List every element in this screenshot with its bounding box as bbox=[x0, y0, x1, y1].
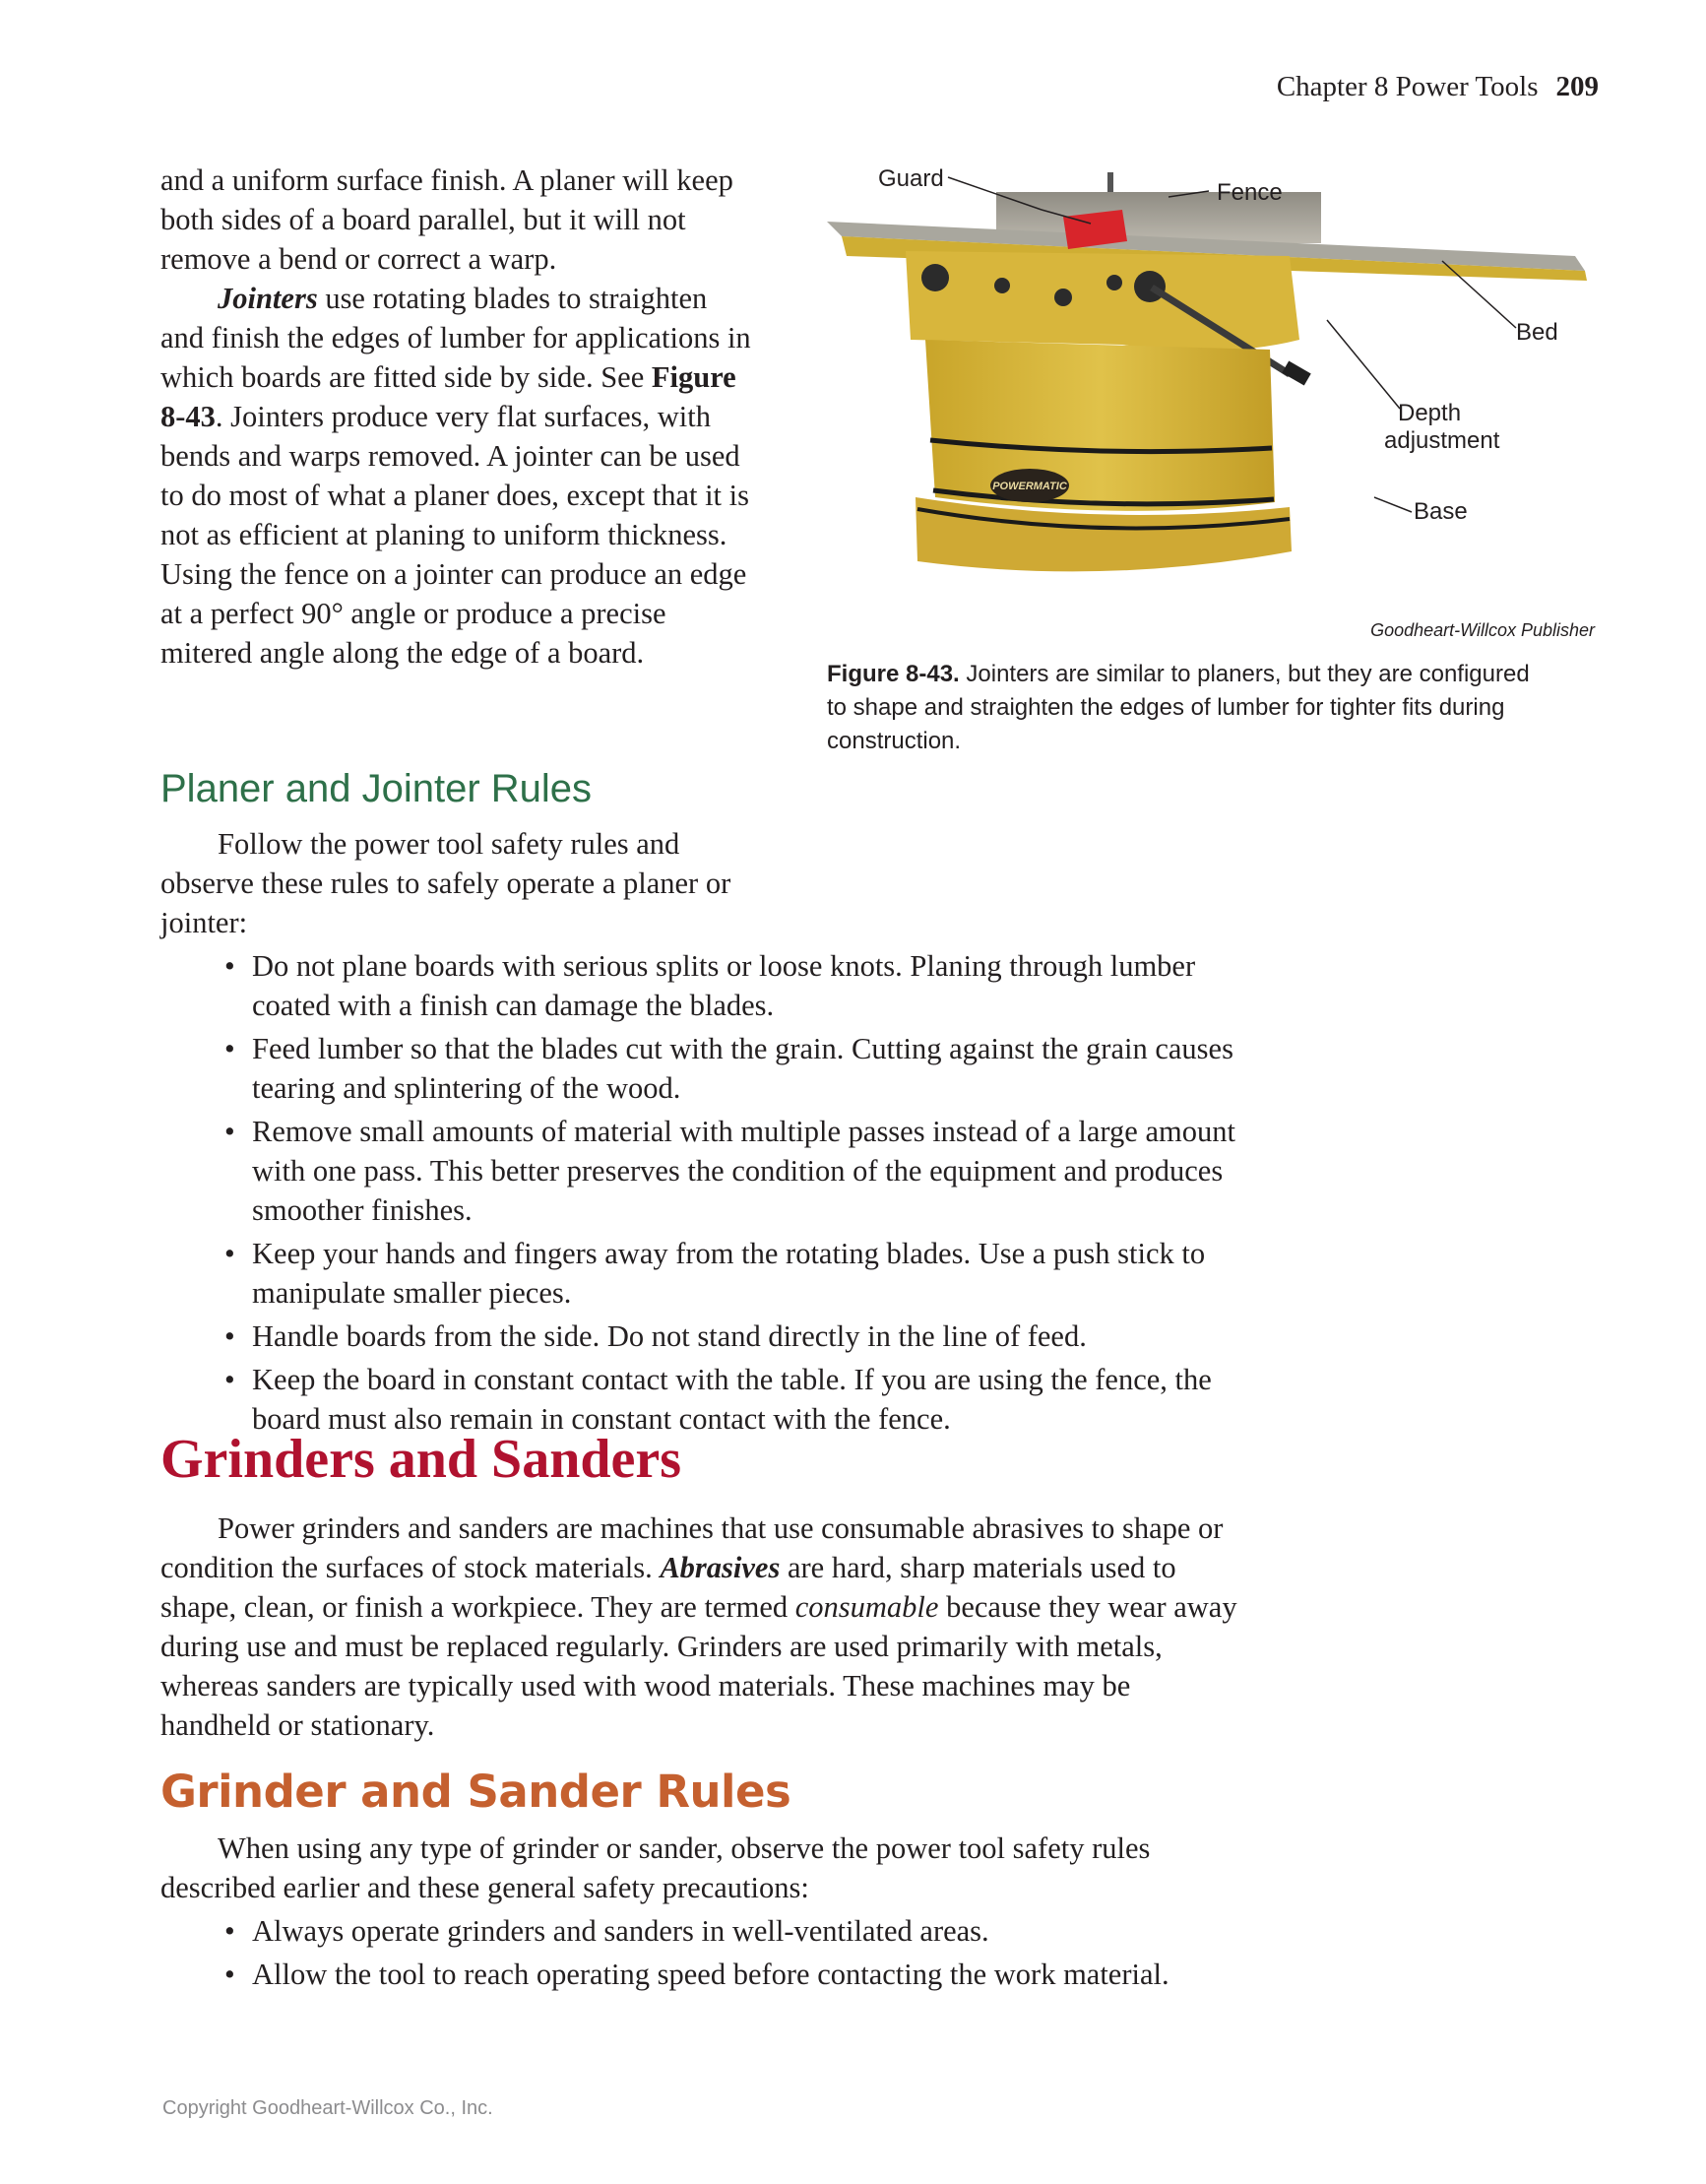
planer-rules-intro: Follow the power tool safety rules and observe these rules to safely operate a planer or jointer: bbox=[160, 827, 731, 939]
callout-base: Base bbox=[1414, 498, 1468, 525]
list-item: • Remove small amounts of material with multiple passes instead of a large amount with one pass. This better preserves the condition of the equipment and produces smoother finishes. bbox=[160, 1112, 1243, 1230]
bullet-icon: • bbox=[224, 1032, 235, 1065]
section-grinders bbox=[160, 1509, 1243, 1745]
bullet-icon: • bbox=[224, 1115, 235, 1148]
list-item: • Feed lumber so that the blades cut with the grain. Cutting against the grain causes tearing and splintering of the wood. bbox=[160, 1029, 1243, 1108]
figure-caption-text: Jointers are similar to planers, but they are configured to shape and straighten the edges of lumber for tighter fits during construction. bbox=[827, 661, 1530, 754]
bullet-icon: • bbox=[224, 949, 235, 983]
paragraph-planer-continued: and a uniform surface finish. A planer will keep both sides of a board parallel, but it will not remove a bend or correct a warp. bbox=[160, 163, 733, 276]
paragraph-jointers: Jointers use rotating blades to straighten and finish the edges of lumber for applications in which boards are fitted side by side. See Figure 8-43. Jointers produce very flat surfaces, with bends and warps removed. A jointer can be used to do most of what a planer does, except that it is not as efficient at planing to uniform thickness. Using the fence on a jointer can produce an edge at a perfect 90° angle or produce a precise mitered angle along the edge of a board. bbox=[160, 282, 751, 670]
bullet-icon: • bbox=[224, 1237, 235, 1270]
callout-guard: Guard bbox=[878, 165, 944, 192]
knob bbox=[1106, 275, 1122, 290]
heading-grinder-sander-rules: Grinder and Sander Rules bbox=[160, 1766, 791, 1818]
section-planer-rules bbox=[160, 824, 1243, 1439]
planer-rules-list bbox=[160, 946, 1243, 1439]
bullet-icon: • bbox=[224, 1958, 235, 1991]
callout-depth-line2: adjustment bbox=[1384, 427, 1500, 454]
term-abrasives: Abrasives bbox=[660, 1551, 781, 1584]
fence-knob bbox=[1107, 172, 1113, 192]
knob bbox=[1054, 289, 1072, 306]
list-item: • Always operate grinders and sanders in well-ventilated areas. bbox=[160, 1911, 1243, 1951]
figure-caption-label: Figure 8-43. bbox=[827, 661, 960, 687]
list-item: • Handle boards from the side. Do not stand directly in the line of feed. bbox=[160, 1317, 1243, 1356]
depth-adjustment-wheel bbox=[1134, 271, 1166, 302]
list-item: • Do not plane boards with serious splits or loose knots. Planing through lumber coated with a finish can damage the blades. bbox=[160, 946, 1243, 1025]
knob-left bbox=[921, 264, 949, 291]
jointer-photo bbox=[827, 162, 1595, 615]
bullet-icon: • bbox=[224, 1363, 235, 1396]
callout-line-base bbox=[1374, 497, 1412, 512]
callout-depth-line1: Depth bbox=[1398, 400, 1462, 426]
term-consumable: consumable bbox=[794, 1590, 939, 1624]
figure-caption bbox=[827, 658, 1555, 758]
brand-badge-text: POWERMATIC bbox=[992, 481, 1067, 492]
callout-bed: Bed bbox=[1516, 319, 1558, 346]
cabinet bbox=[925, 340, 1275, 511]
left-column-text bbox=[160, 161, 751, 673]
bullet-icon: • bbox=[224, 1914, 235, 1948]
knob bbox=[994, 278, 1010, 293]
section-grinder-rules bbox=[160, 1829, 1243, 1994]
handle-grip bbox=[1282, 360, 1311, 385]
image-credit: Goodheart-Willcox Publisher bbox=[1370, 620, 1595, 640]
callout-line-depth bbox=[1327, 320, 1400, 409]
upper-body bbox=[906, 251, 1299, 351]
heading-grinders-sanders: Grinders and Sanders bbox=[160, 1429, 681, 1490]
copyright-footer: Copyright Goodheart-Willcox Co., Inc. bbox=[162, 2097, 493, 2119]
bullet-icon: • bbox=[224, 1319, 235, 1353]
list-item: • Allow the tool to reach operating speed before contacting the work material. bbox=[160, 1955, 1243, 1994]
figure-reference-link[interactable]: Figure 8-43 bbox=[160, 360, 736, 433]
list-item: • Keep the board in constant contact with the table. If you are using the fence, the board must also remain in constant contact with the fence. bbox=[160, 1360, 1243, 1439]
chapter-title: Chapter 8 Power Tools bbox=[1276, 71, 1539, 102]
figure-8-43 bbox=[827, 162, 1595, 615]
callout-fence: Fence bbox=[1217, 179, 1283, 206]
term-jointers: Jointers bbox=[218, 282, 318, 315]
paragraph-grinders: Power grinders and sanders are machines that use consumable abrasives to shape or condition the surfaces of stock materials. Abrasives are hard, sharp materials used to shape, clean, or finish a workpiece. They are termed consumable because they wear away during use and must be replaced regularly. Grinders are used primarily with metals, whereas sanders are typically used with wood materials. These machines may be handheld or stationary. bbox=[160, 1511, 1237, 1742]
grinder-rules-list bbox=[160, 1911, 1243, 1994]
grinder-rules-intro: When using any type of grinder or sander, observe the power tool safety rules described earlier and these general safety precautions: bbox=[160, 1831, 1151, 1904]
heading-planer-jointer-rules: Planer and Jointer Rules bbox=[160, 767, 593, 810]
running-head bbox=[1277, 71, 1599, 103]
list-item: • Keep your hands and fingers away from the rotating blades. Use a push stick to manipulate smaller pieces. bbox=[160, 1234, 1243, 1313]
page-number: 209 bbox=[1555, 71, 1599, 102]
